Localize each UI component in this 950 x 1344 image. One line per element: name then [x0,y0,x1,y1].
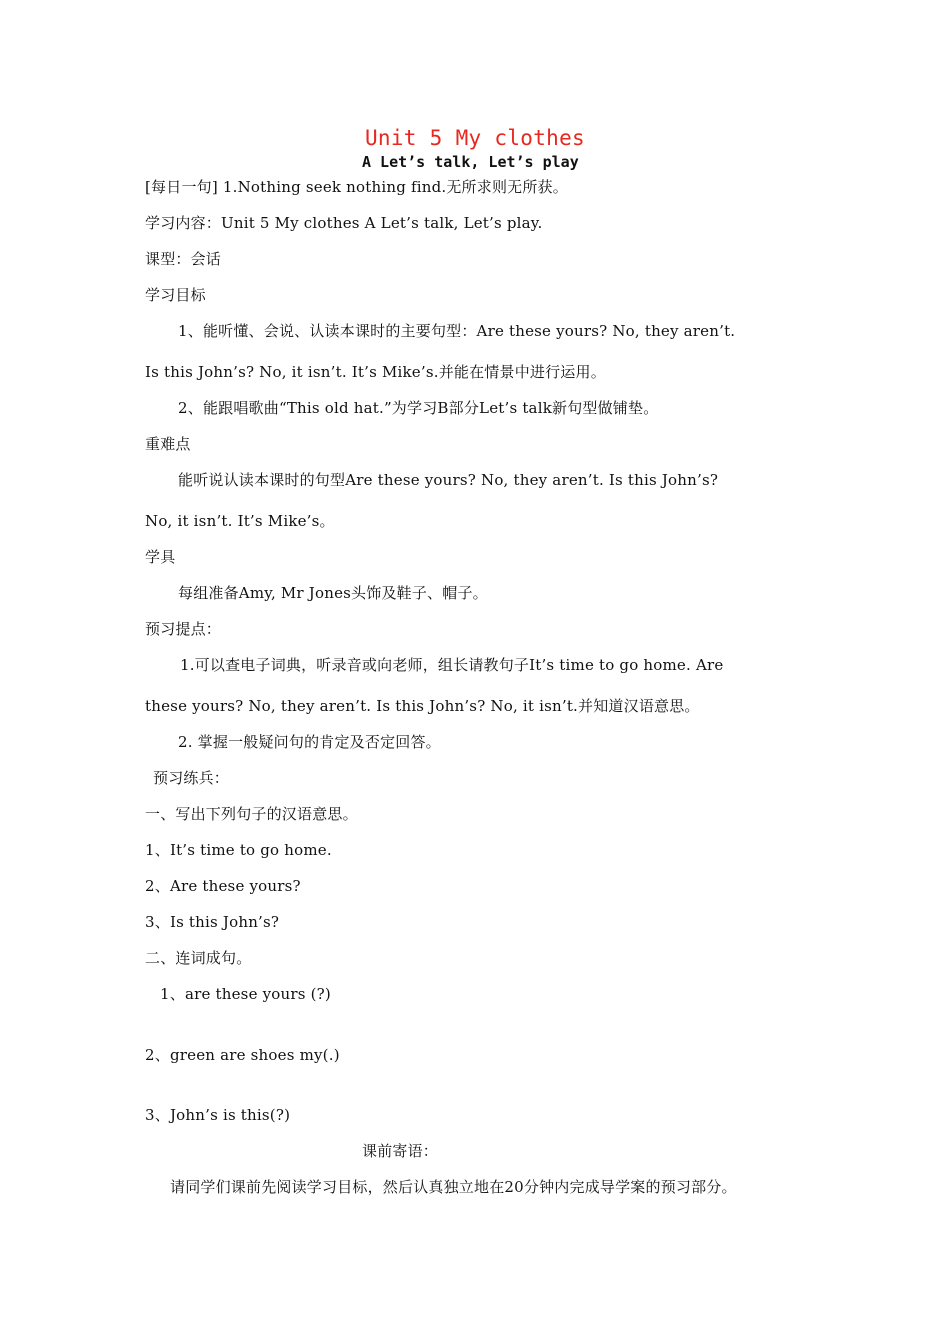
key-points-text-cont: No, it isn’t. It’s Mike’s。 [145,512,335,530]
document-subtitle: A Let’s talk, Let’s play [362,153,579,171]
section-2-item-1: 1、are these yours (?) [160,985,331,1003]
objective-2: 2、能跟唱歌曲“This old hat.”为学习B部分Let’s talk新句型做铺垫。 [178,399,659,417]
section-1-item-3: 3、Is this John’s? [145,913,280,931]
daily-sentence: [每日一句] 1.Nothing seek nothing find.无所求则无所获。 [145,178,568,196]
section-2-heading: 二、连词成句。 [145,949,252,967]
pre-class-message-heading: 课前寄语： [362,1142,439,1160]
preview-tip-2: 2. 掌握一般疑问句的肯定及否定回答。 [178,733,441,751]
learning-content: 学习内容：Unit 5 My clothes A Let’s talk, Let’s play. [145,214,543,232]
document-title: Unit 5 My clothes [364,126,586,150]
objective-1: 1、能听懂、会说、认读本课时的主要句型：Are these yours? No, they aren’t. [178,322,736,340]
objectives-heading: 学习目标 [145,286,206,304]
materials-text: 每组准备Amy, Mr Jones头饰及鞋子、帽子。 [178,584,488,602]
preview-tip-1: 1.可以查电子词典，听录音或向老师，组长请教句子It’s time to go home. Are [180,656,724,674]
section-2-item-2: 2、green are shoes my(.) [145,1046,340,1064]
section-1-item-2: 2、Are these yours? [145,877,301,895]
key-points-text: 能听说认读本课时的句型Are these yours? No, they aren’t. Is this John’s? [178,471,719,489]
preview-practice-heading: 预习练兵： [153,769,230,787]
preview-tip-1-cont: these yours? No, they aren’t. Is this John’s? No, it isn’t.并知道汉语意思。 [145,697,700,715]
lesson-type: 课型：会话 [145,250,222,268]
key-points-heading: 重难点 [145,435,191,453]
section-2-item-3: 3、John’s is this(?) [145,1106,291,1124]
materials-heading: 学具 [145,548,176,566]
objective-1-cont: Is this John’s? No, it isn’t. It’s Mike’s.并能在情景中进行运用。 [145,363,606,381]
section-1-heading: 一、写出下列句子的汉语意思。 [145,805,358,823]
pre-class-message-text: 请同学们课前先阅读学习目标，然后认真独立地在20分钟内完成导学案的预习部分。 [170,1178,737,1196]
section-1-item-1: 1、It’s time to go home. [145,841,332,859]
preview-tips-heading: 预习提点： [145,620,222,638]
